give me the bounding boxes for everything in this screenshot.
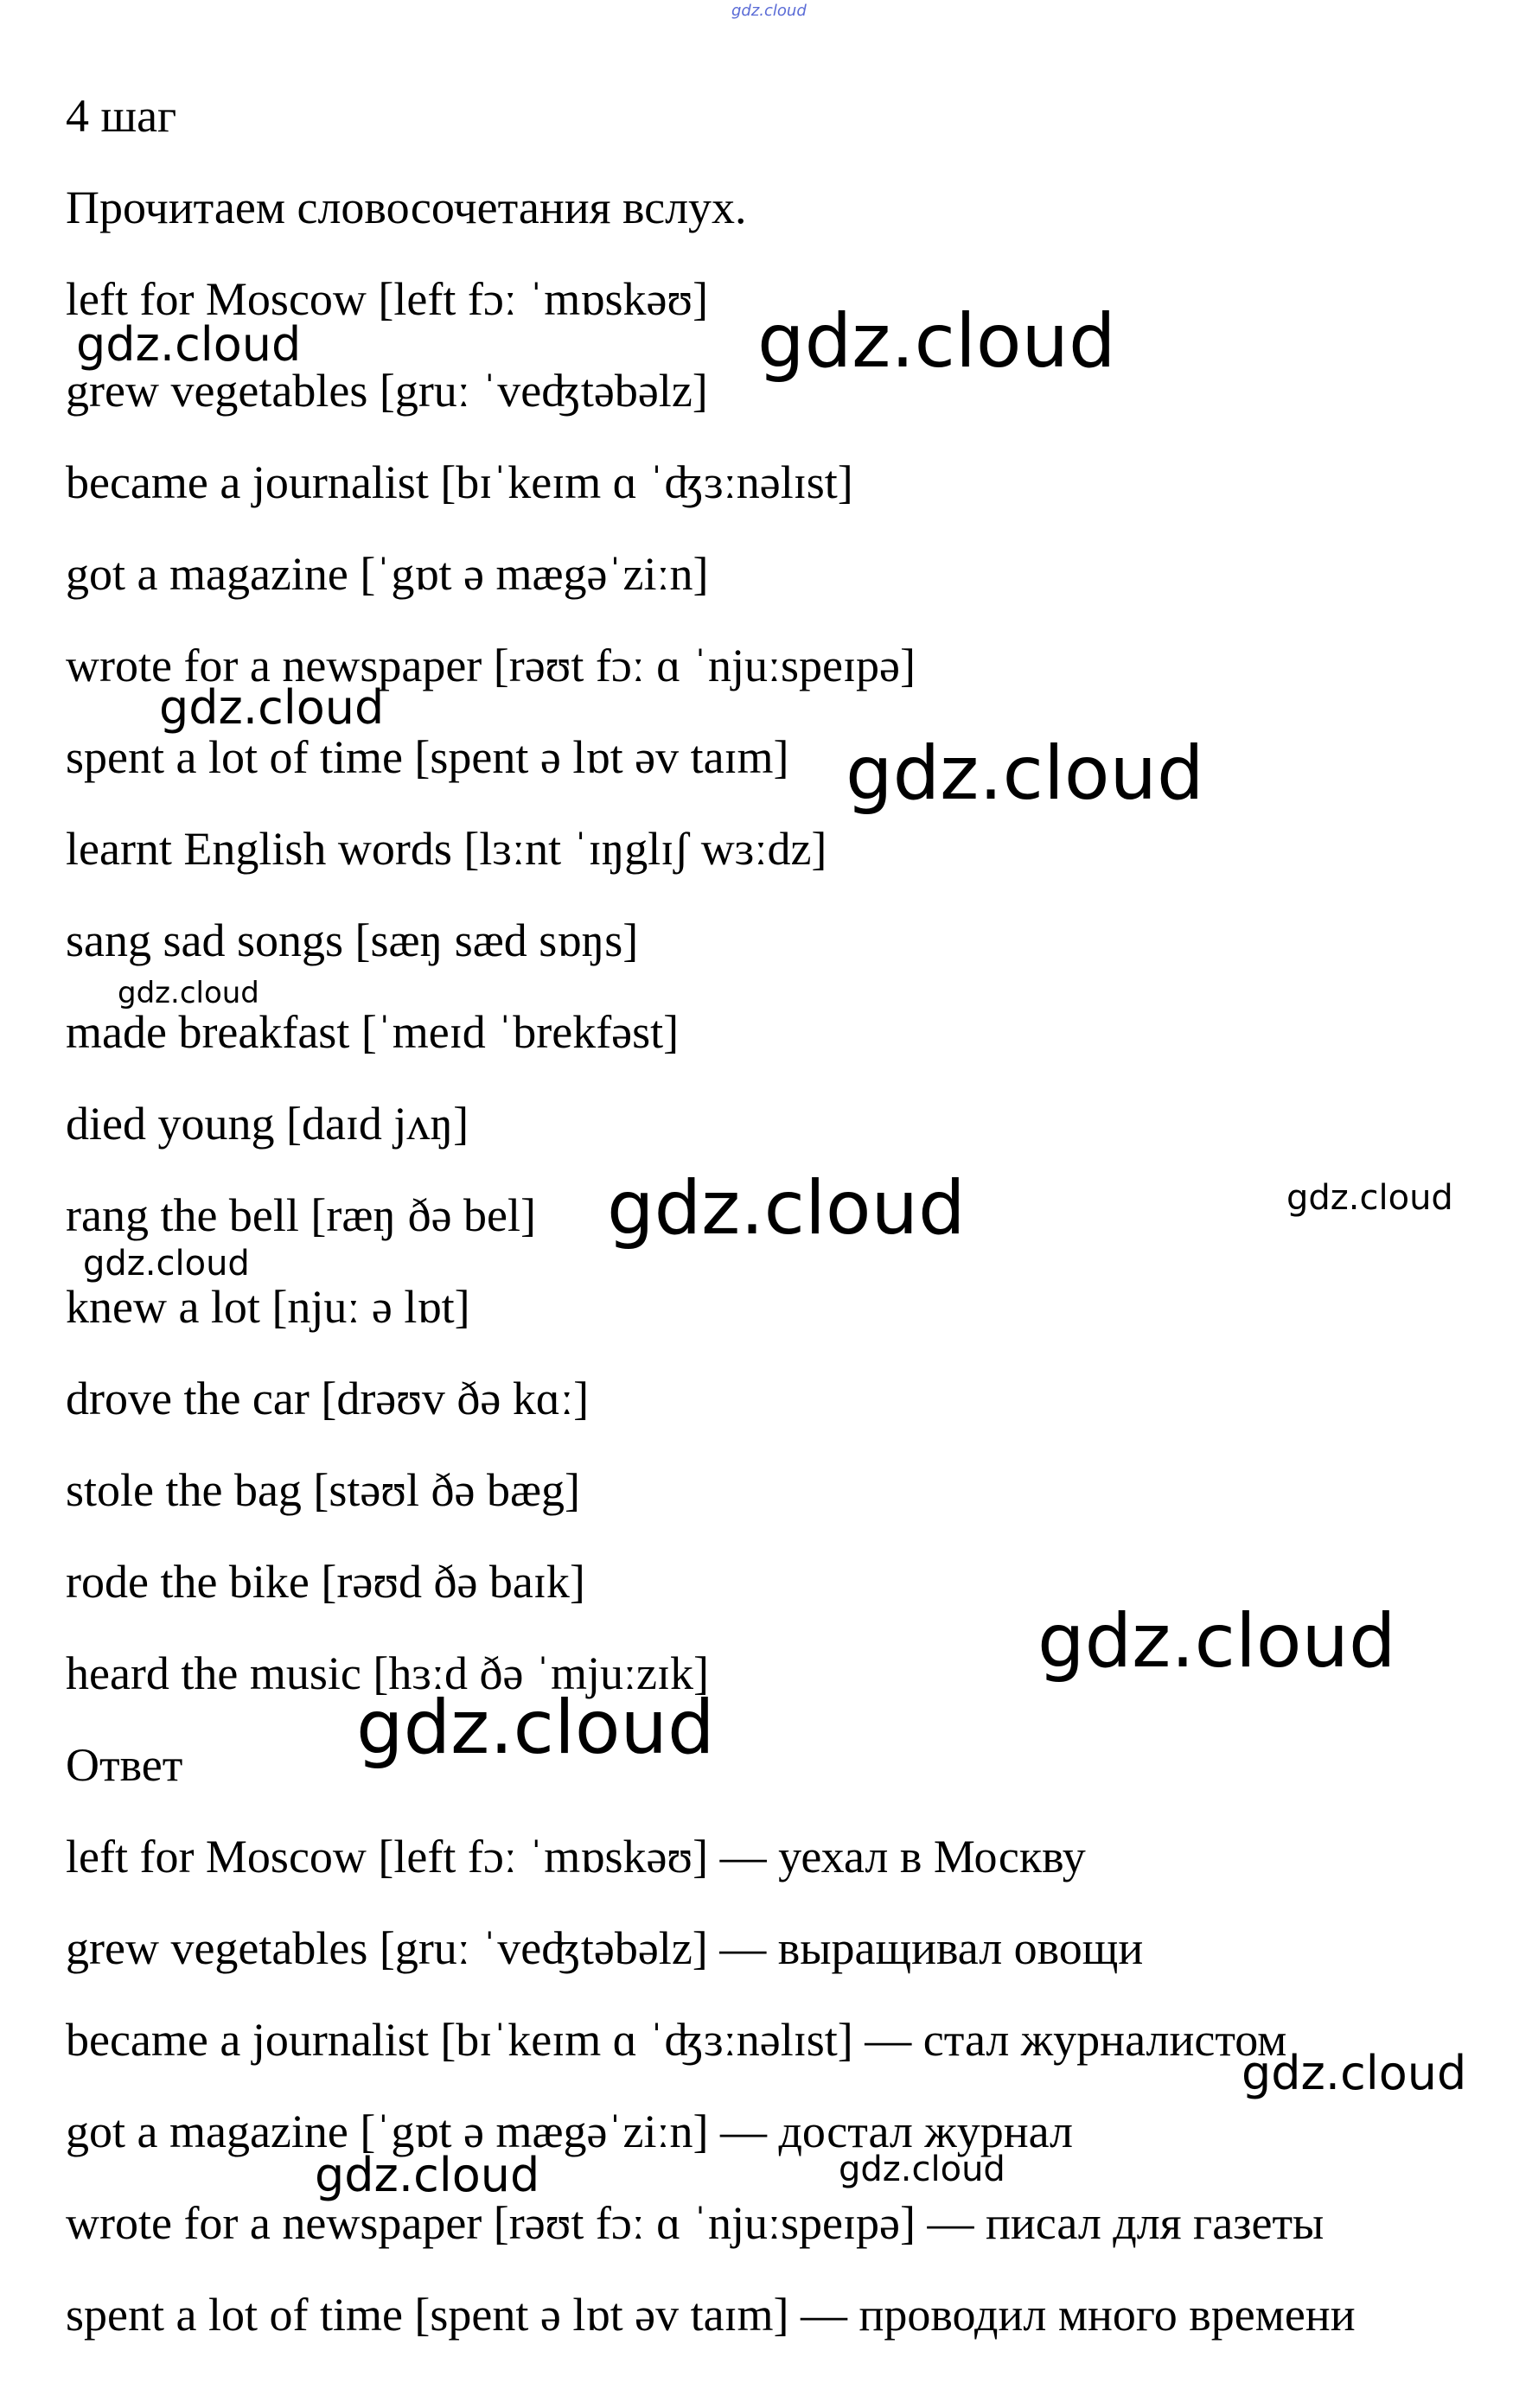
answer-line: left for Moscow [left fɔː ˈmɒskəʊ] — уехал в Москву xyxy=(66,1831,1086,1882)
step-heading: 4 шаг xyxy=(66,90,177,142)
phrase-line: rang the bell [ræŋ ðə bel] xyxy=(66,1189,537,1241)
watermark: gdz.cloud xyxy=(356,1685,715,1771)
top-watermark: gdz.cloud xyxy=(731,2,807,20)
watermark: gdz.cloud xyxy=(315,2148,540,2202)
instruction-text: Прочитаем словосочетания вслух. xyxy=(66,182,747,233)
answer-line: got a magazine [ˈgɒt ə mægəˈziːn] — достал журнал xyxy=(66,2105,1073,2157)
watermark: gdz.cloud xyxy=(607,1165,966,1252)
phrase-line: learnt English words [lɜːnt ˈɪŋglɪʃ wɜːdz] xyxy=(66,823,827,875)
watermark: gdz.cloud xyxy=(839,2150,1005,2189)
phrase-line: rode the bike [rəʊd ðə baɪk] xyxy=(66,1556,585,1608)
phrase-line: heard the music [hɜːd ðə ˈmjuːzɪk] xyxy=(66,1647,709,1699)
watermark: gdz.cloud xyxy=(1286,1178,1453,1218)
answer-line: became a journalist [bɪˈkeɪm ɑ ˈʤɜːnəlɪst] — стал журналистом xyxy=(66,2014,1287,2066)
phrase-line: became a journalist [bɪˈkeɪm ɑ ˈʤɜːnəlɪst] xyxy=(66,456,853,508)
watermark: gdz.cloud xyxy=(757,298,1116,385)
watermark: gdz.cloud xyxy=(1242,2046,1467,2100)
phrase-line: got a magazine [ˈgɒt ə mægəˈziːn] xyxy=(66,548,709,600)
phrase-line: made breakfast [ˈmeɪd ˈbrekfəst] xyxy=(66,1006,680,1058)
watermark: gdz.cloud xyxy=(83,1244,250,1284)
watermark: gdz.cloud xyxy=(846,730,1204,817)
phrase-line: grew vegetables [gruː ˈveʤtəbəlz] xyxy=(66,365,708,417)
phrase-line: stole the bag [stəʊl ðə bæg] xyxy=(66,1464,581,1516)
answer-line: wrote for a newspaper [rəʊt fɔː ɑ ˈnjuːspeɪpə] — писал для газеты xyxy=(66,2197,1325,2249)
watermark: gdz.cloud xyxy=(159,680,385,735)
phrase-line: sang sad songs [sæŋ sæd sɒŋs] xyxy=(66,914,639,966)
phrase-line: left for Moscow [left fɔː ˈmɒskəʊ] xyxy=(66,273,709,325)
answer-heading: Ответ xyxy=(66,1739,183,1791)
watermark: gdz.cloud xyxy=(1037,1598,1396,1685)
phrase-line: knew a lot [njuː ə lɒt] xyxy=(66,1281,470,1333)
watermark: gdz.cloud xyxy=(76,317,302,372)
phrase-line: spent a lot of time [spent ə lɒt əv taɪm] xyxy=(66,731,789,783)
phrase-line: died young [daɪd jʌŋ] xyxy=(66,1098,469,1150)
answer-line: grew vegetables [gruː ˈveʤtəbəlz] — выращивал овощи xyxy=(66,1922,1144,1974)
answer-line: spent a lot of time [spent ə lɒt əv taɪm] — проводил много времени xyxy=(66,2289,1356,2341)
phrase-line: wrote for a newspaper [rəʊt fɔː ɑ ˈnjuːspeɪpə] xyxy=(66,640,916,691)
watermark: gdz.cloud xyxy=(118,976,259,1010)
phrase-line: drove the car [drəʊv ðə kɑː] xyxy=(66,1373,590,1424)
